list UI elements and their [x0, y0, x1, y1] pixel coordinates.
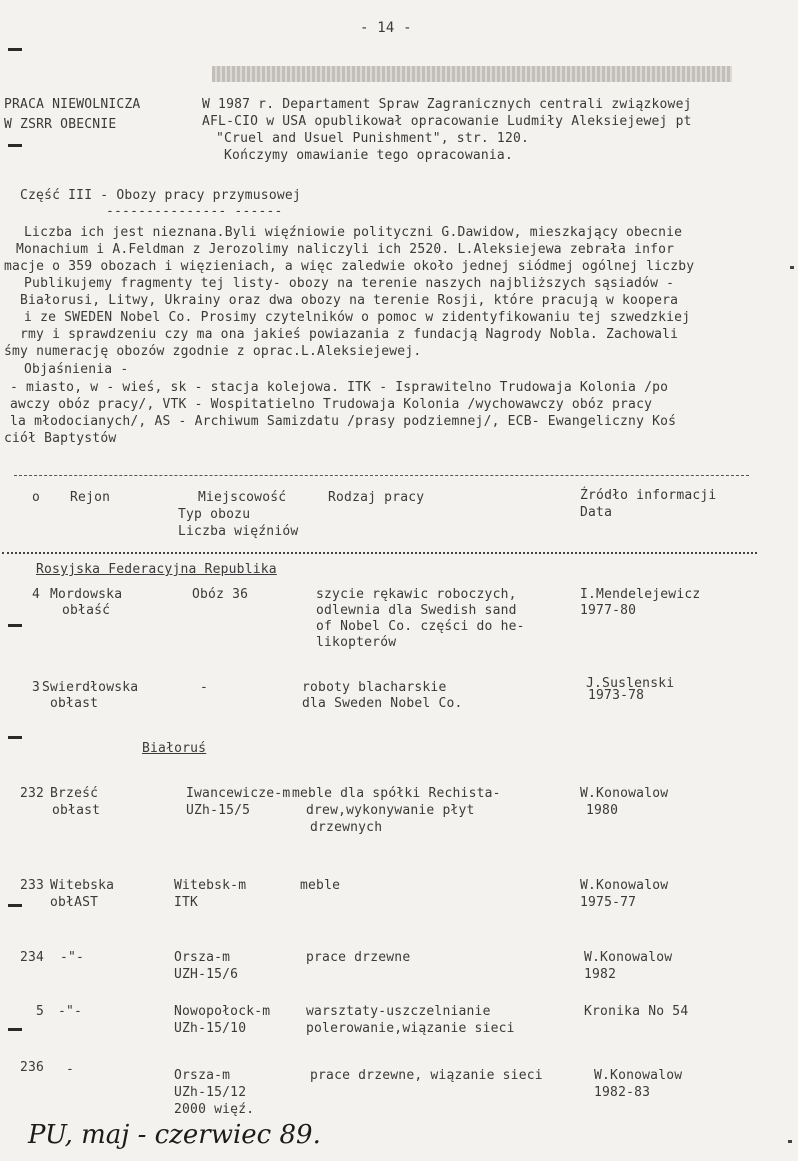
row-place: Orsza-m — [174, 950, 231, 965]
body-line: macje o 359 obozach i więzieniach, a więc zaledwie około jednej siódmej ogólnej liczby — [4, 259, 695, 274]
edge-mark — [8, 904, 22, 907]
edge-mark — [8, 48, 22, 51]
row-no: 234 — [20, 950, 45, 965]
row-source: W.Konowalow — [584, 950, 673, 965]
row-work: prace drzewne — [306, 950, 411, 965]
body-line: Liczba ich jest nieznana.Byli więźniowie polityczni G.Dawidow, mieszkający obecnie — [16, 225, 683, 240]
scan-speck — [790, 266, 794, 269]
row-place: UZH-15/6 — [174, 967, 239, 982]
col-header-no: o — [32, 490, 41, 505]
section-title-underline: --------------- ------ — [106, 204, 283, 219]
row-source: I.Mendelejewicz — [580, 587, 701, 602]
row-work: dla Sweden Nobel Co. — [302, 696, 463, 711]
row-region: obłAST — [50, 895, 99, 910]
intro-line: AFL-CIO w USA opublikował opracowanie Ludmiły Aleksiejewej pt — [202, 114, 692, 129]
legend-line: la młodocianych/, AS - Archiwum Samizdatu /prasy podziemnej/, ECB- Ewangeliczny Koś — [10, 414, 677, 429]
edge-mark — [8, 1028, 22, 1031]
body-line: Monachium i A.Feldman z Jerozolimy naliczyli ich 2520. L.Aleksiejewa zebrała infor — [16, 242, 675, 257]
body-line: Białorusi, Litwy, Ukrainy oraz dwa obozy na terenie Rosji, które pracują w koopera — [20, 293, 679, 308]
handwritten-note: PU, maj - czerwiec 89. — [28, 1120, 321, 1150]
row-region: obłaść — [62, 603, 111, 618]
row-date: 1975-77 — [580, 895, 637, 910]
row-source: J.Suslenski — [586, 676, 675, 691]
row-date: 1982-83 — [594, 1085, 651, 1100]
row-work: meble — [300, 878, 341, 893]
body-line: śmy numerację obozów zgodnie z oprac.L.Aleksiejewej. — [4, 344, 422, 359]
row-no: 236 — [20, 1060, 45, 1075]
row-source: W.Konowalow — [580, 786, 669, 801]
legend-line: awczy obóz pracy/, VTK - Wospitatielno Trudowaja Kolonia /wychowawczy obóz pracy — [10, 397, 653, 412]
row-place: Nowopołock-m — [174, 1004, 271, 1019]
col-header-work: Rodzaj pracy — [328, 490, 425, 505]
row-region: Swierdłowska — [42, 680, 139, 695]
col-header-date: Data — [580, 505, 613, 520]
row-place: ITK — [174, 895, 199, 910]
row-source: W.Konowalow — [594, 1068, 683, 1083]
row-region: obłast — [50, 696, 99, 711]
row-place: UZh-15/12 — [174, 1085, 247, 1100]
row-place: Iwancewicze-m — [186, 786, 291, 801]
row-source: Kronika No 54 — [584, 1004, 689, 1019]
row-date: 1980 — [586, 803, 619, 818]
row-work: likopterów — [316, 635, 397, 650]
intro-line: "Cruel and Usuel Punishment", str. 120. — [216, 131, 530, 146]
table-top-rule — [14, 475, 749, 476]
row-work: drew,wykonywanie płyt — [306, 803, 475, 818]
edge-mark — [8, 624, 22, 627]
col-header-prisoners: Liczba więźniów — [178, 524, 299, 539]
row-place: 2000 więź. — [174, 1102, 255, 1117]
table-header-rule — [2, 552, 757, 554]
col-header-camp-type: Typ obozu — [178, 507, 251, 522]
row-work: odlewnia dla Swedish sand — [316, 603, 517, 618]
row-no: 233 — [20, 878, 45, 893]
legend-line: ciół Baptystów — [4, 431, 117, 446]
scan-speck — [788, 1140, 792, 1143]
col-header-region: Rejon — [70, 490, 111, 505]
region-heading: Białoruś — [142, 741, 207, 756]
page-number: - 14 - — [360, 20, 412, 36]
col-header-place: Miejscowość — [198, 490, 287, 505]
row-date: 1982 — [584, 967, 617, 982]
row-place: UZh-15/5 — [186, 803, 251, 818]
row-no: 3 — [32, 680, 41, 695]
col-header-source: Źródło informacji — [580, 488, 717, 503]
row-no: 5 — [36, 1004, 45, 1019]
row-work: roboty blacharskie — [302, 680, 447, 695]
row-no: 4 — [32, 587, 41, 602]
row-place: Orsza-m — [174, 1068, 231, 1083]
row-region: Witebska — [50, 878, 115, 893]
edge-mark — [8, 144, 22, 147]
row-region: - — [66, 1062, 75, 1077]
row-place: UZh-15/10 — [174, 1021, 247, 1036]
row-region: obłast — [52, 803, 101, 818]
edge-mark — [8, 736, 22, 739]
row-date: 1973-78 — [588, 688, 645, 703]
row-work: prace drzewne, wiązanie sieci — [310, 1068, 543, 1083]
section-title: Część III - Obozy pracy przymusowej — [20, 188, 301, 203]
row-region: Mordowska — [50, 587, 123, 602]
row-work: warsztaty-uszczelnianie — [306, 1004, 491, 1019]
row-place: Witebsk-m — [174, 878, 247, 893]
body-line: Publikujemy fragmenty tej listy- obozy na terenie naszych najbliższych sąsiadów - — [16, 276, 675, 291]
row-region: Brześć — [50, 786, 99, 801]
row-work: drzewnych — [310, 820, 383, 835]
row-source: W.Konowalow — [580, 878, 669, 893]
row-no: 232 — [20, 786, 45, 801]
legend-title: Objaśnienia - — [16, 362, 129, 377]
row-work: polerowanie,wiązanie sieci — [306, 1021, 515, 1036]
body-line: rmy i sprawdzeniu czy ma ona jakieś powiazania z fundacją Nagrody Nobla. Zachowali — [20, 327, 679, 342]
row-place: Obóz 36 — [192, 587, 249, 602]
row-region: -"- — [60, 950, 85, 965]
scan-artifact-band — [212, 66, 732, 82]
row-region: -"- — [58, 1004, 83, 1019]
region-heading: Rosyjska Federacyjna Republika — [36, 562, 277, 577]
row-work: szycie rękawic roboczych, — [316, 587, 517, 602]
intro-line: Kończymy omawianie tego opracowania. — [216, 148, 513, 163]
row-work: of Nobel Co. części do he- — [316, 619, 525, 634]
sidebar-heading-line-1: PRACA NIEWOLNICZA — [4, 97, 141, 112]
body-line: i ze SWEDEN Nobel Co. Prosimy czytelników o pomoc w zidentyfikowaniu tej szwedzkiej — [16, 310, 691, 325]
row-date: 1977-80 — [580, 603, 637, 618]
row-work: meble dla spółki Rechista- — [292, 786, 501, 801]
row-place: - — [200, 680, 209, 695]
legend-line: - miasto, w - wieś, sk - stacja kolejowa. ITK - Isprawitelno Trudowaja Kolonia /po — [10, 380, 669, 395]
intro-line: W 1987 r. Departament Spraw Zagranicznych centrali związkowej — [202, 97, 692, 112]
sidebar-heading-line-2: W ZSRR OBECNIE — [4, 117, 117, 132]
